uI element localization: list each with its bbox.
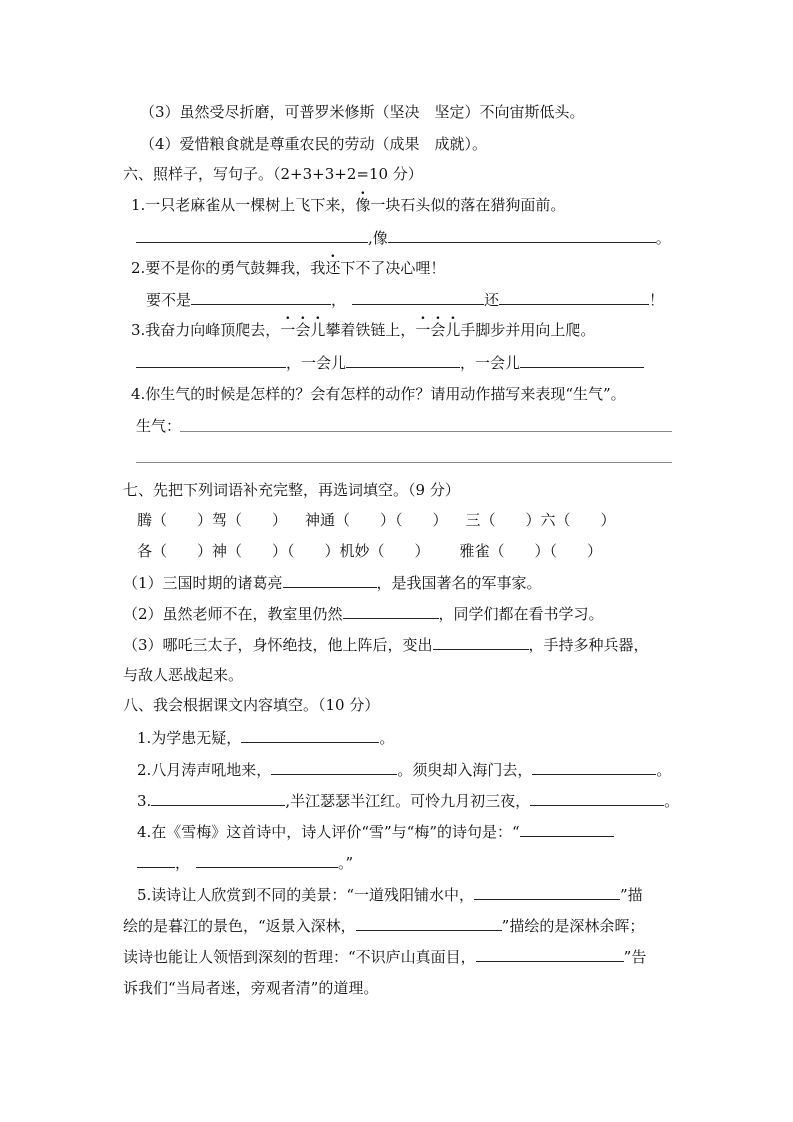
sec8-q4-line2: ， 。” bbox=[137, 853, 353, 873]
sec6-q1-answer bbox=[136, 228, 671, 248]
sec8-q3: 3. ,半江瑟瑟半江红。可怜九月初三夜， 。 bbox=[137, 792, 680, 810]
sec8-q4-line1: 4.在《雪梅》这首诗中，诗人评价“雪”与“梅”的诗句是：“ bbox=[137, 822, 614, 842]
sec6-q4-prompt: 4.你生气的时候是怎样的？会有怎样的动作？请用动作描写来表现“生气”。 bbox=[131, 385, 626, 403]
q1-pre: 1.一只老麻雀从一棵树上飞下来， bbox=[131, 196, 356, 214]
q1-fill-mid: ,像 bbox=[368, 229, 388, 247]
sec8-q2-blank-1[interactable] bbox=[271, 760, 397, 775]
sec8-q5-blank-3[interactable] bbox=[476, 947, 624, 962]
sec8-q3-blank-1[interactable] bbox=[151, 791, 285, 806]
sec8-q2-blank-2[interactable] bbox=[532, 760, 656, 775]
q3-post: 手脚步并用向上爬。 bbox=[460, 321, 596, 339]
sec7-q3-blank[interactable] bbox=[433, 635, 529, 650]
sec6-q2-prompt bbox=[131, 258, 445, 278]
sec6-q3-prompt bbox=[131, 320, 595, 340]
sec8-q5-line3: 读诗也能让人领悟到深刻的哲理：“不识庐山真面目， ”告 bbox=[123, 948, 647, 966]
sec7-q2-blank[interactable] bbox=[343, 604, 439, 619]
sec5-item3: （3）虽然受尽折磨，可普罗米修斯（坚决 坚定）不向宙斯低头。 bbox=[140, 103, 585, 121]
sec8-q5-line2: 绘的是暮江的景色，“返景入深林， ”描绘的是深林余晖； bbox=[123, 917, 645, 935]
q3-dotted-2: 一会儿 bbox=[415, 321, 461, 339]
q2-blank-1[interactable] bbox=[191, 290, 331, 305]
sec8-q5-blank-1[interactable] bbox=[474, 885, 620, 900]
sec8-q4-blank-2[interactable] bbox=[196, 853, 338, 868]
q2-blank-2[interactable] bbox=[352, 290, 484, 305]
sec6-title: 六、照样子，写句子。（2+3+3+2=10 分） bbox=[123, 165, 423, 183]
q3-blank-2[interactable] bbox=[346, 353, 460, 368]
q1-dotted-word: 像 bbox=[355, 196, 371, 214]
sec8-q2: 2.八月涛声吼地来， 。须臾却入海门去， 。 bbox=[137, 761, 672, 779]
q2-fill-end: ！ bbox=[649, 291, 665, 309]
word-group: 各（ ）神（ ）（ ）机妙（ ） bbox=[137, 542, 430, 560]
q3-mid: 攀着铁链上， bbox=[325, 321, 416, 339]
q3-blank-1[interactable] bbox=[136, 353, 286, 368]
sec8-q3-blank-2[interactable] bbox=[530, 791, 664, 806]
q4-answer-line-1[interactable] bbox=[180, 431, 672, 432]
sec6-q4-label: 生气： bbox=[136, 417, 182, 435]
q2-fill-comma: ， bbox=[331, 291, 347, 309]
sec7-q2: （2）虽然老师不在，教室里仍然 ，同学们都在看书学习。 bbox=[123, 605, 604, 623]
sec6-q2-answer bbox=[146, 290, 664, 310]
sec8-title: 八、我会根据课文内容填空。（10 分） bbox=[123, 696, 380, 714]
sec7-word-row-2 bbox=[137, 541, 602, 561]
q3-blank-3[interactable] bbox=[520, 353, 644, 368]
sec6-q3-answer bbox=[136, 353, 644, 373]
sec7-title: 七、先把下列词语补充完整，再选词填空。（9 分） bbox=[123, 481, 460, 499]
sec7-word-row-1 bbox=[137, 510, 616, 530]
sec8-q4-blank-1[interactable] bbox=[520, 822, 614, 837]
q2-post: 下不了决心哩！ bbox=[340, 259, 446, 277]
q3-fill-mid2: ，一会儿 bbox=[460, 354, 521, 372]
word-group: 神通（ ）（ ） bbox=[305, 511, 448, 529]
q4-answer-line-2[interactable] bbox=[136, 462, 672, 463]
word-group: 雅雀（ ）（ ） bbox=[459, 542, 603, 560]
sec8-q5-blank-2[interactable] bbox=[356, 916, 502, 931]
word-group: 腾（ ）驾（ ） bbox=[137, 511, 288, 529]
q1-blank-1[interactable] bbox=[136, 228, 368, 243]
sec8-q1: 1.为学患无疑， 。 bbox=[137, 729, 395, 747]
q2-fill-start: 要不是 bbox=[146, 291, 192, 309]
q1-fill-end: 。 bbox=[655, 229, 671, 247]
q3-fill-mid1: ，一会儿 bbox=[286, 354, 347, 372]
sec7-q3: （3）哪吒三太子，身怀绝技，他上阵后，变出 ，手持多种兵器， bbox=[123, 636, 649, 654]
sec7-q1-blank[interactable] bbox=[283, 573, 377, 588]
q3-dotted-1: 一会儿 bbox=[280, 321, 326, 339]
q1-blank-2[interactable] bbox=[388, 228, 656, 243]
sec8-q5-line1: 5.读诗让人欣赏到不同的美景：“一道残阳铺水中， ”描 bbox=[137, 886, 643, 904]
sec6-q1-prompt bbox=[131, 195, 565, 215]
word-group: 三（ ）六（ ） bbox=[465, 511, 616, 529]
sec8-q1-blank[interactable] bbox=[241, 728, 379, 743]
sec5-item4: （4）爱惜粮食就是尊重农民的劳动（成果 成就）。 bbox=[140, 135, 488, 153]
q2-dotted-word: 还 bbox=[325, 259, 341, 277]
q2-blank-3[interactable] bbox=[499, 290, 649, 305]
sec7-q1: （1）三国时期的诸葛亮 ，是我国著名的军事家。 bbox=[123, 574, 542, 592]
q2-pre: 2.要不是你的勇气鼓舞我，我 bbox=[131, 259, 326, 277]
sec8-q4-blank-1-cont[interactable] bbox=[137, 853, 175, 868]
q2-fill-mid: 还 bbox=[484, 291, 500, 309]
sec8-q5-line4: 诉我们“当局者迷，旁观者清”的道理。 bbox=[123, 979, 379, 997]
sec7-q3-cont: 与敌人恶战起来。 bbox=[123, 666, 244, 684]
q1-post: 一块石头似的落在猎狗面前。 bbox=[370, 196, 566, 214]
q3-pre: 3.我奋力向峰顶爬去， bbox=[131, 321, 281, 339]
